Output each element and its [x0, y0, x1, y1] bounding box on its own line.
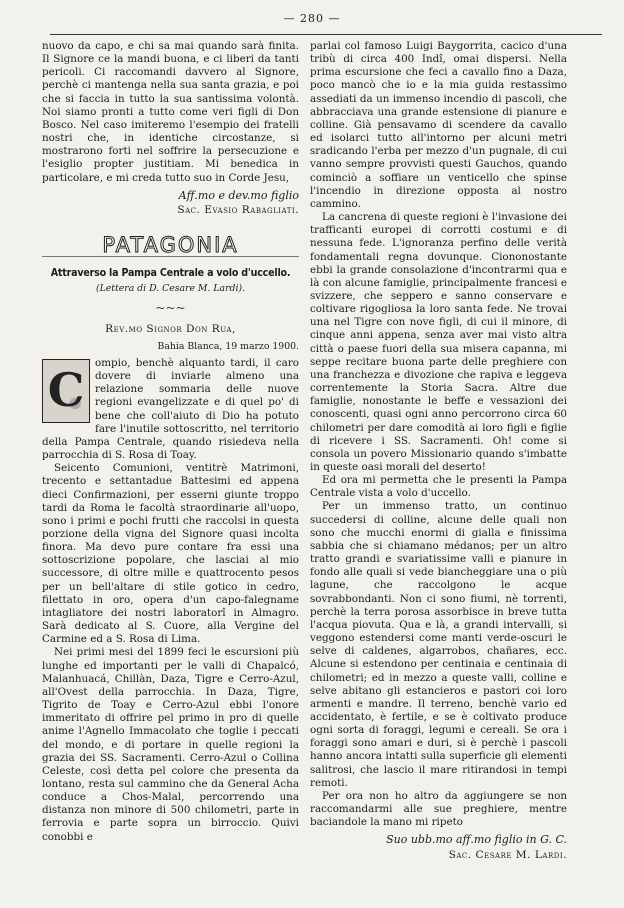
paragraph: Per un immenso tratto, un continuo succedersi di colline, alcune delle quali non sono che mucchi enormi di gialla e finissima sabbia che si chiamano médanos; per un altro tratto grandi e svariatissime valli e pianure in fondo alle quali si vede biancheggiare una o più lagune, che raccolgono le acque sovrabbondanti. Non ci sono fiumi, nè torrenti, perchè la terra porosa assorbisce in breve tutta l'acqua piovuta. Qua e là, a grandi intervalli, si veggono estendersi come manti verde-oscuri le selve di caldenes, algarrobos, chañares, ecc. Alcune si estendono per centinaia e centinaia di chilometri; ed in mezzo a queste valli, colline e selve abitano gli estancieros e pastori coi loro armenti e mandre. Il terreno, benchè vario ed accidentato, è fertile, e se è coltivato produce ogni sorta di foraggi, legumi e cereali. Se ora i foraggi sono amari e duri, si è perchè i pascoli hanno ancora intatti sulla superficie gli elementi salitrosi, che lascio il mare ritirandosi in tempi remoti.: [310, 500, 567, 789]
opening-text: ompio, benchè alquanto tardi, il caro dovere di inviarle almeno una relazione sommaria delle nuove regioni evangelizzate e di quel po' di bene che coll'aiuto di Dio ha potuto fare l'inutile sottoscritto, nel territorio della Pampa Centrale, quando risiedeva nella parrocchia di S. Rosa di Toay.: [42, 356, 299, 462]
salutation: Rev.mo Signor Don Rua,: [105, 322, 236, 335]
paragraph: La cancrena di queste regioni è l'invasione dei trafficanti europei di corrotti costumi e di nessuna fede. L'ignoranza perfino delle verità fondamentali regna dovunque. Ciononostante ebbi la grande consolazione d'incontrarmi qua e là con alcune famiglie, principalmente francesi e svizzere, che seppero e sanno conservare e coltivare rigogliosa la loro santa fede. Ne trovai una nel Tigre con nove figli, di cui il minore, di cinque anni appena, senza aver mai visto altra città o paese fuori della sua misera capanna, mi seppe recitare buona parte delle preghiere con una franchezza e divozione che rapiva e leggeva correntemente la Storia Sacra. Altre due famiglie, nonostante le beffe e vessazioni dei conoscenti, quasi ogni anno percorrono circa 60 chilometri per dare comodità ai loro figli e figlie di ricevere i SS. Sacramenti. Oh! come si consola un povero Missionario quando s'imbatte in queste oasi morali del deserto!: [310, 211, 567, 473]
page-number: — 280 —: [283, 12, 341, 25]
paragraph: Per ora non ho altro da aggiungere se non raccomandarmi alle sue preghiere, mentre baciandole la mano mi ripeto: [310, 789, 567, 829]
dateline: Bahia Blanca, 19 marzo 1900.: [157, 340, 299, 352]
dropcap: C: [42, 359, 90, 423]
section-title: PATAGONIA: [42, 239, 299, 257]
left-column: [42, 40, 299, 844]
paragraph: Ed ora mi permetta che le presenti la Pampa Centrale vista a volo d'uccello.: [310, 474, 567, 500]
paragraph: Seicento Comunioni, ventitrè Matrimoni, trecento e settantadue Battesimi ed appena dieci Confirmazioni, per esserni giunte troppo tardi da Roma le facoltà straordinarie all'uopo, sono i primi e pochi frutti che raccolsi in questa porzione della vigna del Signore quasi incolta finora. Ma devo pure contare fra essi una sottoscrizione popolare, che lasciai al mio successore, di oltre mille e quattrocento pesos per un bell'altare di stile gotico in cedro, filettato in oro, opera d'un capo-falegname intagliatore dei nostri laboratorî in Almagro. Sarà dedicato al S. Cuore, alla Vergine del Carmine ed a S. Rosa di Lima.: [42, 462, 299, 646]
header-rule: [50, 34, 602, 35]
opening-paragraph: [42, 357, 299, 462]
article-subtitle: (Lettera di D. Cesare M. Lardi).: [95, 283, 246, 295]
ornament-divider: ~~~: [155, 300, 186, 315]
closing-signature: Suo ubb.mo aff.mo figlio in G. C.: [386, 833, 567, 847]
paragraph: parlai col famoso Luigi Baygorrita, cacico d'una tribù di circa 400 Indî, omai dispersi. Nella prima escursione che feci a cavallo fino a Daza, poco mancò che io e la mia guida restassimo assediati da un immenso incendio di pascoli, che abbracciava una grande estensione di pianure e colline. Già pensavamo di scendere da cavallo ed isolarci tutto all'intorno per alcuni metri sradicando l'erba per mezzo d'un pugnale, di cui vanno sempre provvisti questi Gauchos, quando cominciò a soffiare un venticello che spinse l'incendio in direzione opposta al nostro cammino.: [310, 40, 567, 210]
signature-name: Sac. Cesare M. Lardi.: [448, 848, 567, 861]
closing-signature: Aff.mo e dev.mo figlio: [178, 188, 299, 202]
letter-continuation: nuovo da capo, e chi sa mai quando sarà finita. Il Signore ce la mandi buona, e ci liberi da tanti pericoli. Ci raccomandi davvero al Signore, perchè ci mantenga nella sua santa grazia, e poi che si faccia in tutto la sua santissima volontà. Noi siamo pronti a tutto come veri figli di Don Bosco. Nel caso imiteremo l'esempio dei fratelli nostri che, in identiche circostanze, si mostrarono forti nel soffrire la persecuzione e l'esiglio propter justitiam. Mi benedica in particolare, e mi creda tutto suo in Corde Jesu,: [42, 40, 299, 184]
right-column: [310, 40, 567, 862]
paragraph: Nei primi mesi del 1899 feci le escursioni più lunghe ed importanti per le valli di Chapalcó, Malanhuacá, Chillàn, Daza, Tigre e Cerro-Azul, all'Ovest della parrocchia. In Daza, Tigre, Tigrito de Toay e Cerro-Azul ebbi l'onore immeritato di offrire pel primo in pro di quelle anime l'Agnello Immacolato che toglie i peccati del mondo, e di portare in quelle regioni la grazia dei SS. Sacramenti. Cerro-Azul o Collina Celeste, così detta pel colore che presenta da lontano, resta sul cammino che da General Acha conduce a Chos-Malal, percorrendo una distanza non minore di 500 chilometri, parte in ferrovia e parte sopra un birroccio. Quivi conobbi e: [42, 646, 299, 843]
signature-name: Sac. Evasio Rabagliati.: [177, 203, 299, 216]
article-title: Attraverso la Pampa Centrale a volo d'uccello.: [50, 267, 291, 280]
